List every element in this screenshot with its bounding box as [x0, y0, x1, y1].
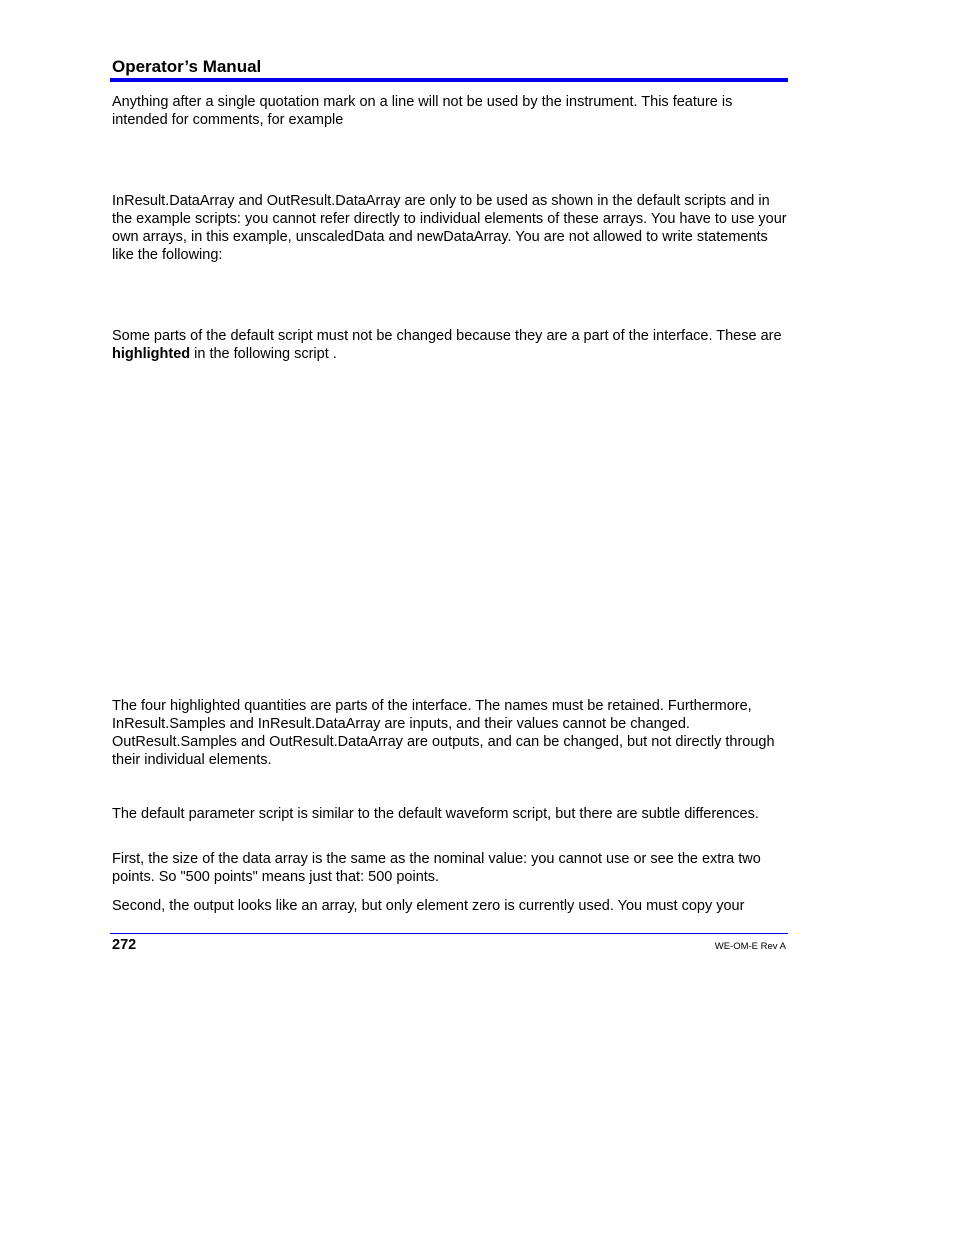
paragraph-data-array: InResult.DataArray and OutResult.DataArray are only to be used as shown in the default scripts and in the example scripts: you cannot refer directly to individual elements of these arrays. You have to use your own arrays, in this example, unscaledData and newDataArray. You are not allowed to write statements like the following:: [112, 193, 787, 263]
page-header-title: Operator’s Manual: [112, 57, 262, 76]
paragraph-interface-quantities: The four highlighted quantities are parts of the interface. The names must be retained. Furthermore, InResult.Samples and InResult.DataArray are inputs, and their values cannot be changed. OutResult.Samples and OutResult.DataArray are outputs, and can be changed, but not directly through their individual elements.: [112, 698, 775, 768]
paragraph-output-array: Second, the output looks like an array, but only element zero is currently used. You must copy your: [112, 898, 745, 914]
page-number: 272: [112, 937, 137, 953]
header-rule: [110, 78, 788, 82]
document-revision: WE-OM-E Rev A: [714, 941, 786, 952]
footer-rule: [110, 933, 788, 934]
paragraph-default-script-after: in the following script .: [190, 346, 337, 362]
paragraph-data-array-size: First, the size of the data array is the same as the nominal value: you cannot use or see the extra two points. So "500 points" means just that: 500 points.: [112, 851, 761, 885]
paragraph-comments: Anything after a single quotation mark on a line will not be used by the instrument. This feature is intended for comments, for example: [112, 94, 733, 128]
highlighted-word: highlighted: [112, 346, 191, 362]
paragraph-default-script: [112, 327, 792, 363]
paragraph-default-script-before: Some parts of the default script must not be changed because they are a part of the interface. These are: [112, 328, 782, 344]
paragraph-parameter-script: The default parameter script is similar to the default waveform script, but there are subtle differences.: [112, 806, 759, 822]
